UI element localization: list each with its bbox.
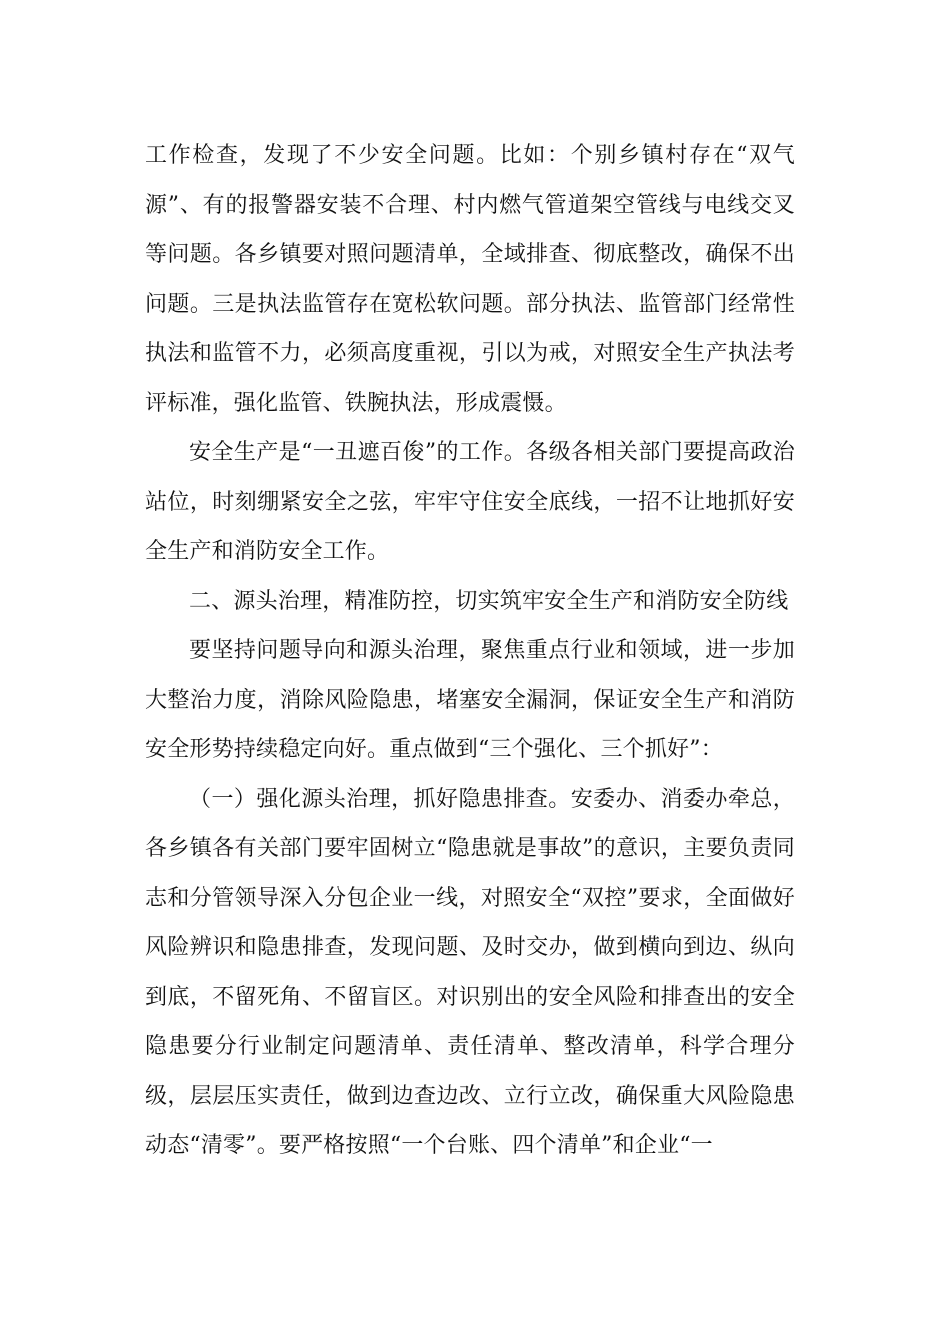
paragraph-safety-production: 安全生产是“一丑遮百俊”的工作。各级各相关部门要提高政治站位，时刻绷紧安全之弦，牢牢守住安全底线，一招不让地抓好安全生产和消防安全工作。 xyxy=(145,440,795,564)
paragraph-continued: 工作检查，发现了不少安全问题。比如：个别乡镇村存在“双气源”、有的报警器安装不合理、村内燃气管道架空管线与电线交叉等问题。各乡镇要对照问题清单，全域排查、彻底整改，确保不出问题。三是执法监管存在宽松软问题。部分执法、监管部门经常性执法和监管不力，必须高度重视，引以为戒，对照安全生产执法考评标准，强化监管、铁腕执法，形成震慑。 xyxy=(145,143,795,416)
section-heading-two: 二、源头治理，精准防控，切实筑牢安全生产和消防安全防线 xyxy=(189,588,789,614)
paragraph-problem-oriented: 要坚持问题导向和源头治理，聚焦重点行业和领域，进一步加大整治力度，消除风险隐患，堵塞安全漏洞，保证安全生产和消防安全形势持续稳定向好。重点做到“三个强化、三个抓好”： xyxy=(145,638,795,762)
paragraph-source-governance: （一）强化源头治理，抓好隐患排查。安委办、消委办牵总，各乡镇各有关部门要牢固树立“隐患就是事故”的意识，主要负责同志和分管领导深入分包企业一线，对照安全“双控”要求，全面做好风险辨识和隐患排查，发现问题、及时交办，做到横向到边、纵向到底，不留死角、不留盲区。对识别出的安全风险和排查出的安全隐患要分行业制定问题清单、责任清单、整改清单，科学合理分级，层层压实责任，做到边查边改、立行立改，确保重大风险隐患动态“清零”。要严格按照“一个台账、四个清单”和企业“一 xyxy=(145,786,795,1158)
document-body xyxy=(145,131,795,1171)
